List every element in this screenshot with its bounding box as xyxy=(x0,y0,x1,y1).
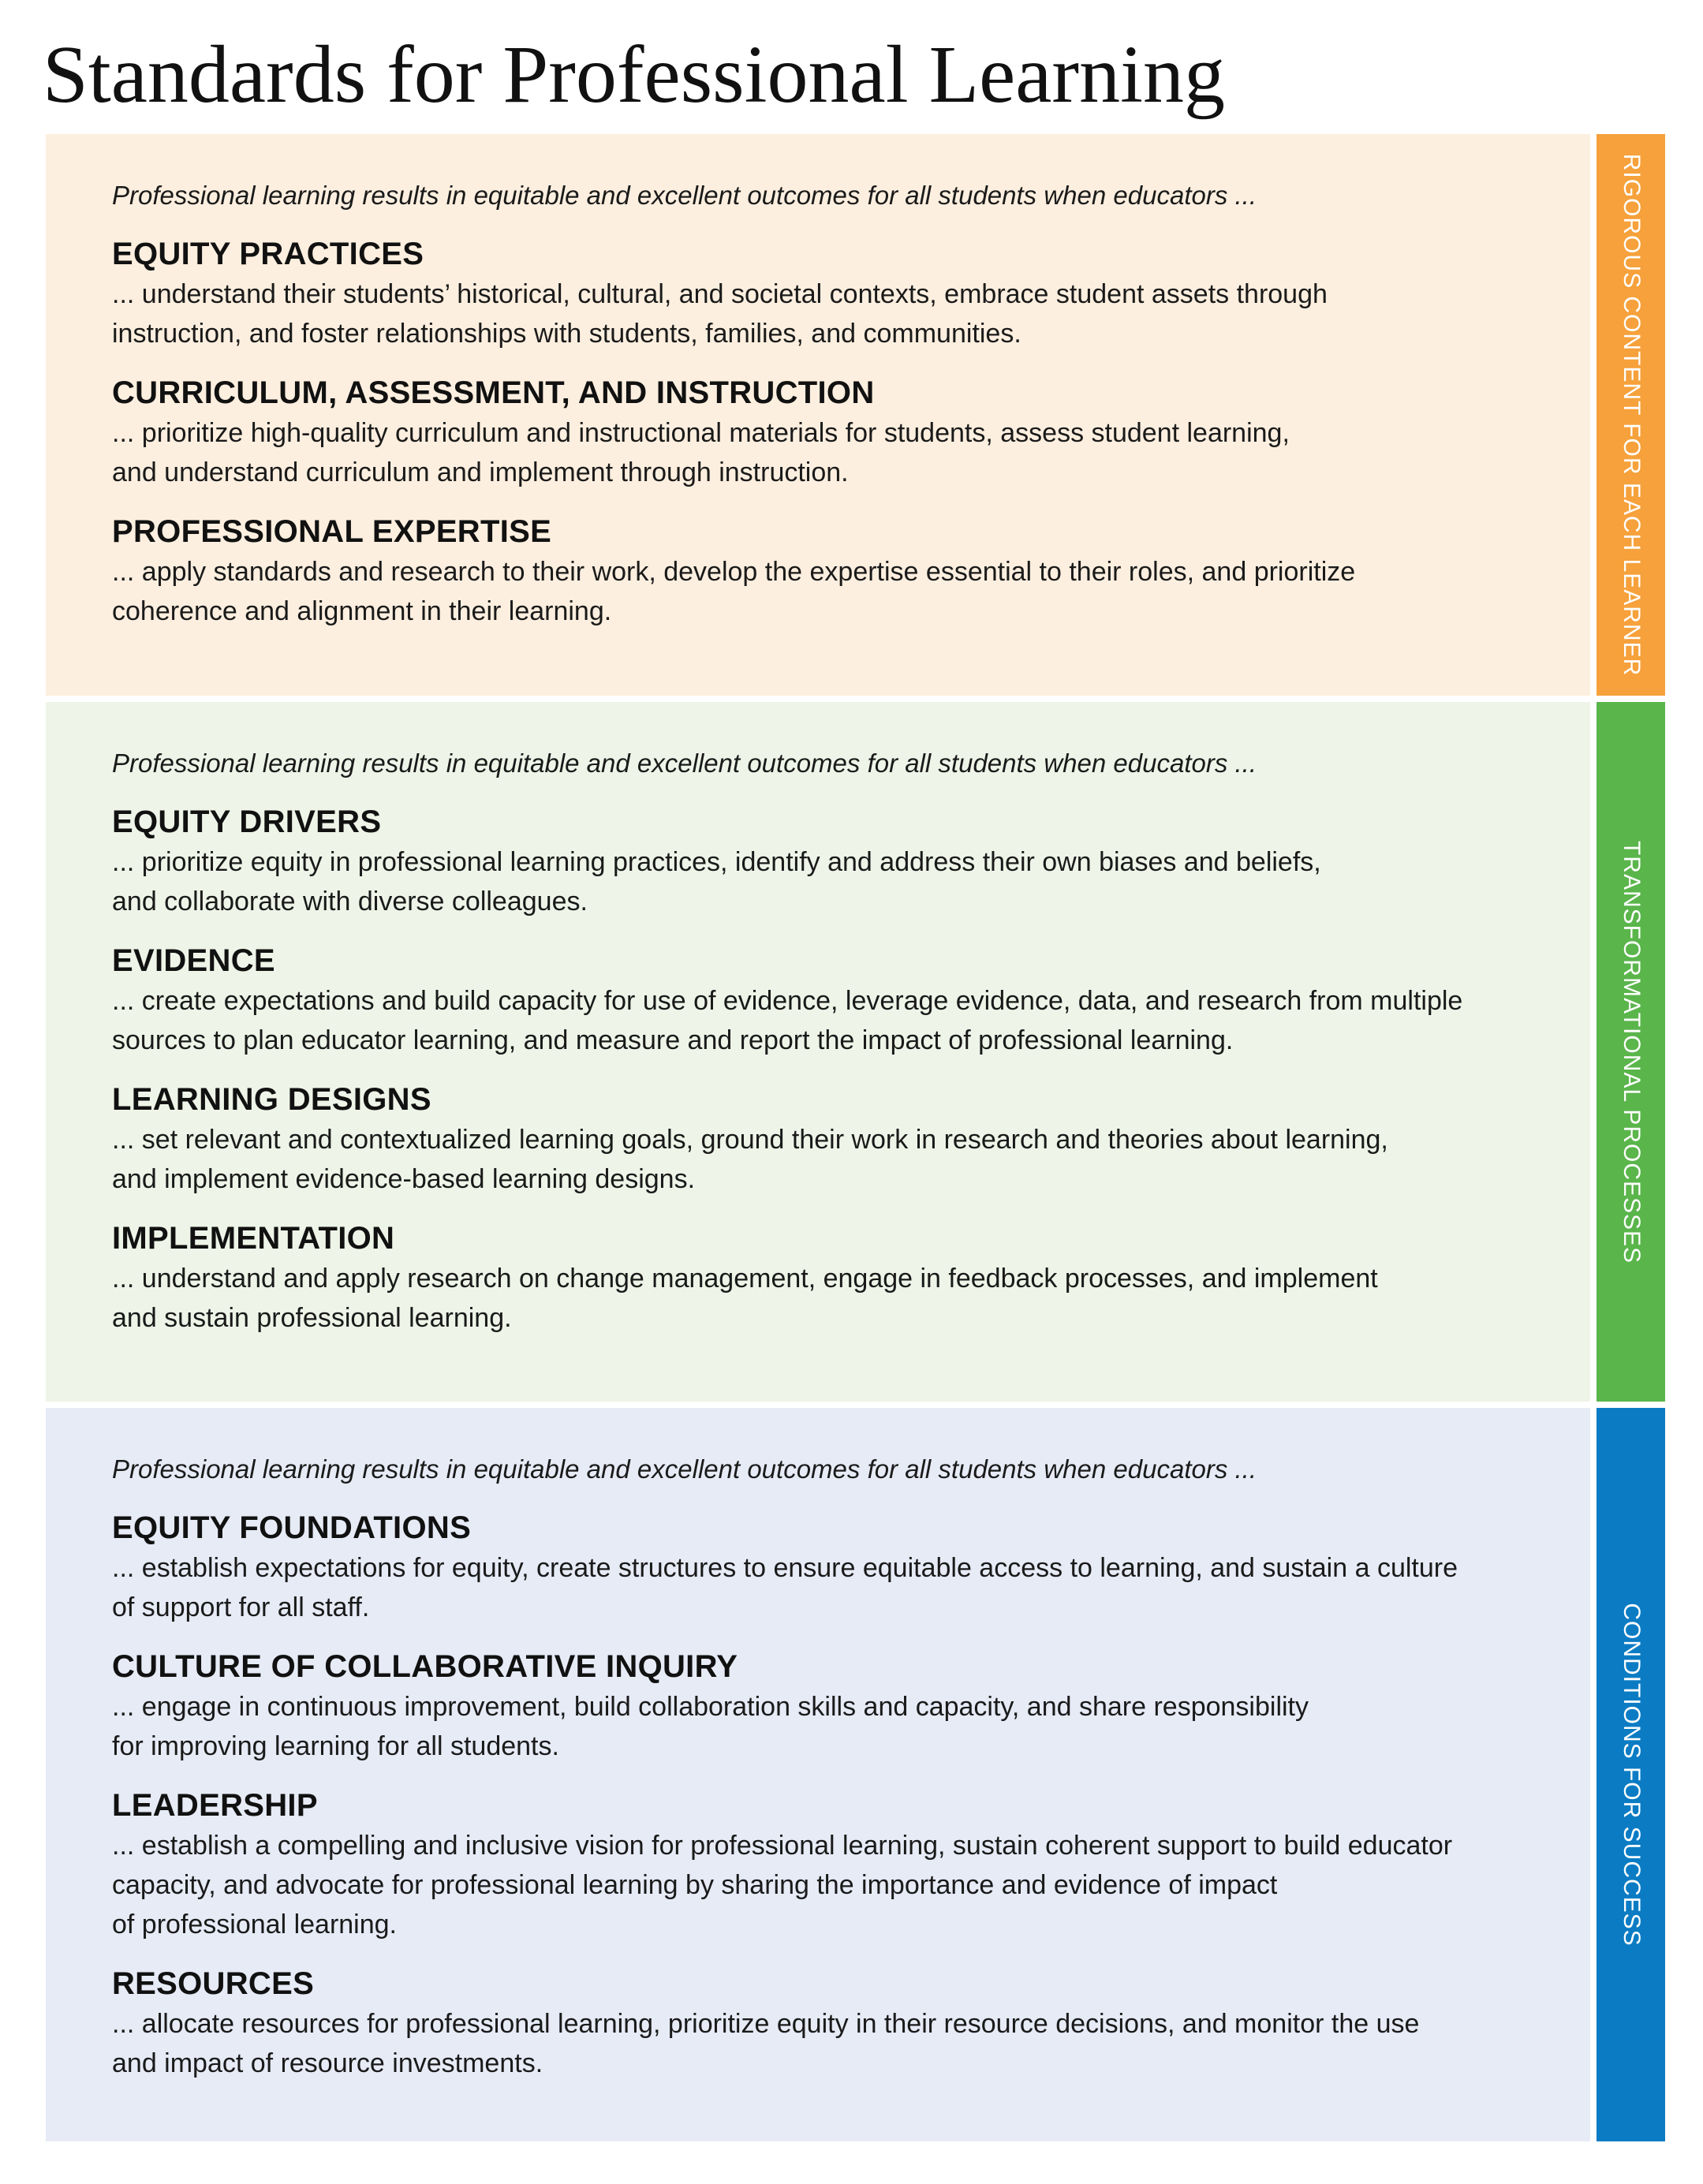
description-line: ... prioritize equity in professional learning practices, identify and address their own biases and beliefs, xyxy=(112,847,1321,877)
description-line: ... understand their students’ historical, cultural, and societal contexts, embrace student assets through xyxy=(112,279,1328,309)
standard-heading: EQUITY FOUNDATIONS xyxy=(112,1510,472,1545)
standard-description xyxy=(112,1687,1559,1766)
side-band-label: TRANSFORMATIONAL PROCESSES xyxy=(1618,840,1645,1264)
description-line: ... apply standards and research to their work, develop the expertise essential to their roles, and prioritize xyxy=(112,557,1356,587)
standard-heading: LEADERSHIP xyxy=(112,1788,318,1823)
description-line: sources to plan educator learning, and measure and report the impact of professional learning. xyxy=(112,1025,1234,1055)
section-intro: Professional learning results in equitable and excellent outcomes for all students when educators ... xyxy=(112,181,1257,210)
description-line: ... prioritize high-quality curriculum and instructional materials for students, assess student learning, xyxy=(112,418,1290,448)
standard-description xyxy=(112,413,1559,492)
standard-heading: CULTURE OF COLLABORATIVE INQUIRY xyxy=(112,1649,738,1684)
standard-professional-expertise xyxy=(112,511,1559,631)
description-line: ... establish a compelling and inclusive vision for professional learning, sustain coherent support to build educator xyxy=(112,1831,1453,1861)
standard-heading: EVIDENCE xyxy=(112,943,275,978)
standard-heading: EQUITY PRACTICES xyxy=(112,237,424,271)
standard-learning-designs xyxy=(112,1079,1559,1199)
description-line: and implement evidence-based learning designs. xyxy=(112,1164,696,1194)
description-line: ... understand and apply research on change management, engage in feedback processes, and implement xyxy=(112,1264,1378,1294)
page-title: Standards for Professional Learning xyxy=(43,29,1225,120)
description-line: ... establish expectations for equity, create structures to ensure equitable access to learning, and sustain a culture xyxy=(112,1553,1458,1583)
standard-implementation xyxy=(112,1218,1559,1338)
side-band-label: CONDITIONS FOR SUCCESS xyxy=(1618,1603,1645,1947)
standard-curriculum-assessment-instruction xyxy=(112,372,1559,492)
description-line: and collaborate with diverse colleagues. xyxy=(112,887,588,917)
standard-leadership xyxy=(112,1785,1559,1944)
standard-heading: LEARNING DESIGNS xyxy=(112,1082,431,1117)
description-line: for improving learning for all students. xyxy=(112,1731,559,1761)
standard-equity-drivers xyxy=(112,801,1559,921)
section-intro: Professional learning results in equitable and excellent outcomes for all students when educators ... xyxy=(112,1454,1257,1484)
standard-equity-practices xyxy=(112,233,1559,353)
standard-equity-foundations xyxy=(112,1507,1559,1627)
side-band-label: RIGOROUS CONTENT FOR EACH LEARNER xyxy=(1618,153,1645,677)
description-line: ... allocate resources for professional learning, prioritize equity in their resource decisions, and monitor the use xyxy=(112,2009,1420,2039)
side-band-conditions-for-success xyxy=(1597,1408,1665,2141)
description-line: of professional learning. xyxy=(112,1910,398,1939)
description-line: ... create expectations and build capacity for use of evidence, leverage evidence, data, and research from multiple xyxy=(112,986,1463,1016)
standard-heading: IMPLEMENTATION xyxy=(112,1221,395,1256)
standard-description xyxy=(112,1259,1559,1338)
section-conditions-for-success xyxy=(46,1408,1590,2141)
description-line: capacity, and advocate for professional learning by sharing the importance and evidence of impact xyxy=(112,1870,1278,1900)
side-band-transformational-processes xyxy=(1597,702,1665,1402)
standard-description xyxy=(112,274,1559,353)
standard-description xyxy=(112,2004,1559,2083)
standard-description xyxy=(112,552,1559,631)
standard-heading: CURRICULUM, ASSESSMENT, AND INSTRUCTION xyxy=(112,375,875,410)
standard-description xyxy=(112,1120,1559,1199)
description-line: ... set relevant and contextualized learning goals, ground their work in research and theories about learning, xyxy=(112,1125,1388,1155)
section-intro: Professional learning results in equitable and excellent outcomes for all students when educators ... xyxy=(112,749,1257,778)
standard-heading: PROFESSIONAL EXPERTISE xyxy=(112,514,552,549)
standard-description xyxy=(112,1548,1559,1627)
standard-heading: EQUITY DRIVERS xyxy=(112,805,382,839)
description-line: of support for all staff. xyxy=(112,1592,370,1622)
standard-evidence xyxy=(112,940,1559,1060)
standard-resources xyxy=(112,1963,1559,2083)
standard-description xyxy=(112,842,1559,921)
description-line: and understand curriculum and implement through instruction. xyxy=(112,457,849,487)
side-band-rigorous-content xyxy=(1597,134,1665,696)
description-line: and impact of resource investments. xyxy=(112,2048,543,2078)
description-line: instruction, and foster relationships with students, families, and communities. xyxy=(112,319,1021,349)
standard-description xyxy=(112,981,1559,1060)
section-rigorous-content xyxy=(46,134,1590,696)
description-line: coherence and alignment in their learning. xyxy=(112,596,612,626)
description-line: ... engage in continuous improvement, build collaboration skills and capacity, and share responsibility xyxy=(112,1692,1309,1722)
description-line: and sustain professional learning. xyxy=(112,1303,512,1333)
standard-heading: RESOURCES xyxy=(112,1966,315,2001)
standard-description xyxy=(112,1826,1559,1944)
standard-culture-of-collaborative-inquiry xyxy=(112,1646,1559,1766)
section-transformational-processes xyxy=(46,702,1590,1402)
